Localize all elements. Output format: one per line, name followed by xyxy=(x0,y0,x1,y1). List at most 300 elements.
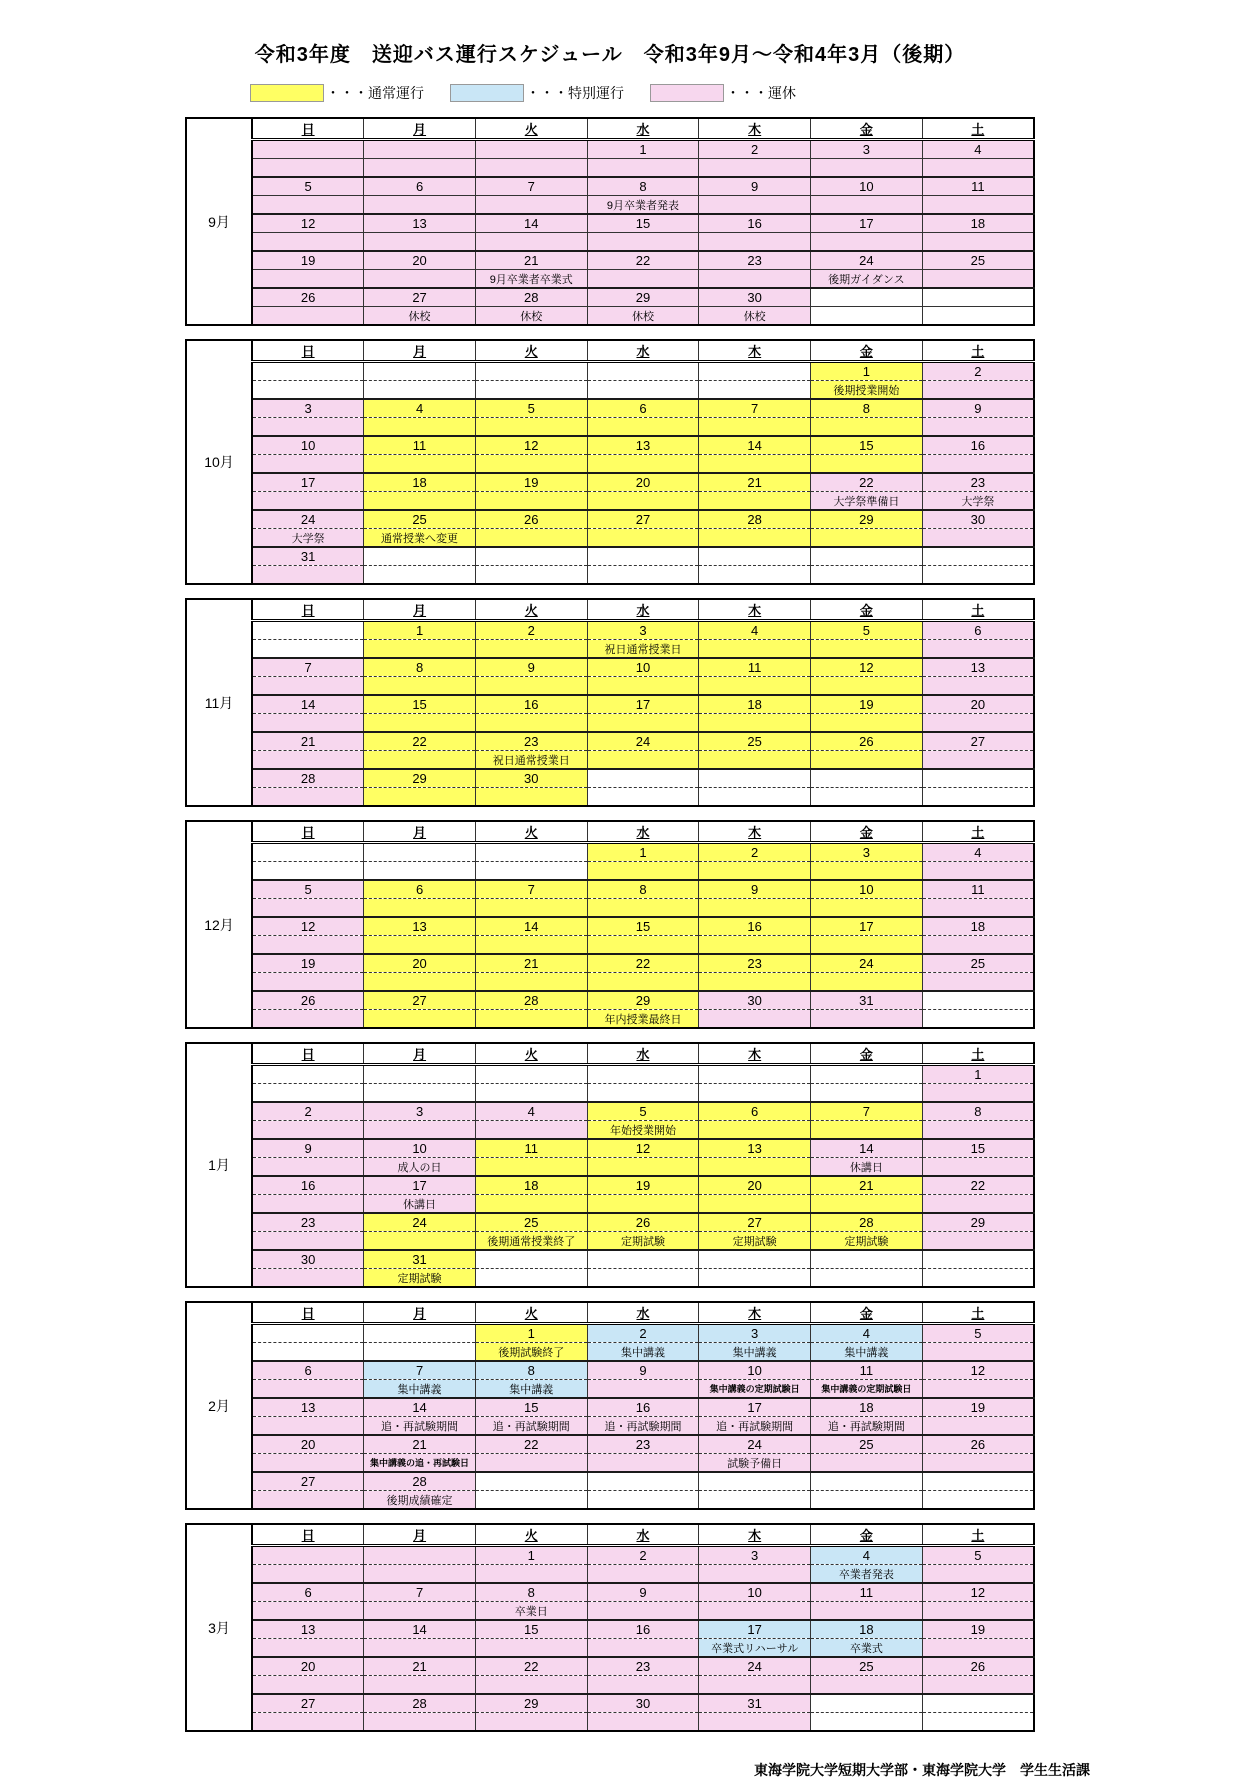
day-number-cell: 18 xyxy=(364,473,476,492)
day-note-cell xyxy=(811,307,923,326)
day-number-cell: 30 xyxy=(252,1250,364,1269)
calendar-months xyxy=(185,117,1035,1732)
day-note-cell xyxy=(252,1565,364,1584)
day-note-cell xyxy=(811,1084,923,1103)
day-number-cell: 10 xyxy=(699,1583,811,1602)
day-number-cell: 21 xyxy=(699,473,811,492)
day-number-cell: 8 xyxy=(811,399,923,418)
day-number-cell: 16 xyxy=(587,1620,699,1639)
day-number-cell: 4 xyxy=(811,1546,923,1565)
day-note-cell xyxy=(475,1269,587,1288)
day-number-cell: 23 xyxy=(587,1435,699,1454)
day-note-cell xyxy=(811,529,923,548)
day-number-cell: 7 xyxy=(811,1102,923,1121)
day-header: 金 xyxy=(811,1043,923,1065)
day-number-cell: 17 xyxy=(699,1620,811,1639)
day-number-cell: 10 xyxy=(811,177,923,196)
day-number-cell: 2 xyxy=(699,140,811,159)
day-note-cell xyxy=(475,159,587,178)
day-note-cell xyxy=(587,418,699,437)
day-note-cell xyxy=(252,1269,364,1288)
day-number-cell: 22 xyxy=(364,732,476,751)
day-note-cell xyxy=(252,751,364,770)
day-note-cell xyxy=(922,1343,1034,1362)
day-note-cell xyxy=(811,751,923,770)
day-number-cell: 13 xyxy=(364,917,476,936)
day-number-cell: 4 xyxy=(922,843,1034,862)
day-number-cell: 24 xyxy=(811,251,923,270)
day-number-cell: 5 xyxy=(922,1546,1034,1565)
day-note-cell: 定期試験 xyxy=(364,1269,476,1288)
day-number-cell: 2 xyxy=(587,1324,699,1343)
day-number-cell: 14 xyxy=(699,436,811,455)
legend-label-special: ・・・特別運行 xyxy=(526,85,624,101)
day-note-cell xyxy=(922,1010,1034,1029)
day-note-cell xyxy=(587,1454,699,1473)
legend-swatch-special xyxy=(450,84,524,102)
day-note-cell xyxy=(922,1195,1034,1214)
day-note-cell xyxy=(699,381,811,400)
month-label-january: 1月 xyxy=(186,1043,252,1287)
day-note-cell xyxy=(922,529,1034,548)
day-note-cell xyxy=(475,714,587,733)
day-header: 土 xyxy=(922,1302,1034,1324)
day-note-cell xyxy=(364,566,476,585)
day-number-cell xyxy=(252,1546,364,1565)
day-note-cell xyxy=(699,1121,811,1140)
day-note-cell xyxy=(922,196,1034,215)
month-label-november: 11月 xyxy=(186,599,252,806)
day-number-cell: 21 xyxy=(364,1435,476,1454)
day-number-cell: 27 xyxy=(587,510,699,529)
day-number-cell xyxy=(364,140,476,159)
day-header: 土 xyxy=(922,1524,1034,1546)
day-note-cell: 後期試験終了 xyxy=(475,1343,587,1362)
day-note-cell xyxy=(475,973,587,992)
day-number-cell: 24 xyxy=(364,1213,476,1232)
day-note-cell xyxy=(699,1010,811,1029)
day-note-cell xyxy=(699,677,811,696)
day-note-cell xyxy=(922,1417,1034,1436)
day-number-cell xyxy=(811,1065,923,1084)
day-number-cell: 31 xyxy=(364,1250,476,1269)
day-header: 水 xyxy=(587,1524,699,1546)
day-number-cell xyxy=(587,362,699,381)
day-note-cell xyxy=(811,1269,923,1288)
day-number-cell: 2 xyxy=(475,621,587,640)
day-note-cell xyxy=(587,1084,699,1103)
day-number-cell: 12 xyxy=(252,214,364,233)
day-note-cell: 試験予備日 xyxy=(699,1454,811,1473)
month-table-february xyxy=(185,1301,1035,1510)
day-number-cell xyxy=(811,288,923,307)
day-number-cell: 17 xyxy=(252,473,364,492)
day-note-cell xyxy=(922,1713,1034,1732)
month-table-september xyxy=(185,117,1035,326)
day-number-cell: 6 xyxy=(364,880,476,899)
day-number-cell: 27 xyxy=(364,991,476,1010)
day-note-cell xyxy=(475,455,587,474)
day-note-cell xyxy=(364,492,476,511)
day-note-cell: 9月卒業者卒業式 xyxy=(475,270,587,289)
day-note-cell xyxy=(811,159,923,178)
day-number-cell: 14 xyxy=(475,214,587,233)
day-number-cell: 8 xyxy=(922,1102,1034,1121)
month-label-march: 3月 xyxy=(186,1524,252,1731)
day-number-cell xyxy=(252,1324,364,1343)
day-number-cell: 11 xyxy=(922,177,1034,196)
day-number-cell: 19 xyxy=(922,1398,1034,1417)
month-table-january xyxy=(185,1042,1035,1288)
day-number-cell: 22 xyxy=(587,251,699,270)
day-header: 水 xyxy=(587,821,699,843)
day-number-cell: 16 xyxy=(922,436,1034,455)
day-number-cell: 18 xyxy=(475,1176,587,1195)
day-note-cell xyxy=(699,492,811,511)
day-note-cell xyxy=(475,677,587,696)
day-note-cell xyxy=(922,159,1034,178)
day-note-cell xyxy=(252,566,364,585)
day-note-cell: 休校 xyxy=(587,307,699,326)
day-note-cell xyxy=(475,936,587,955)
day-number-cell: 3 xyxy=(587,621,699,640)
day-note-cell: 後期通常授業終了 xyxy=(475,1232,587,1251)
day-note-cell xyxy=(922,1084,1034,1103)
day-number-cell: 20 xyxy=(252,1657,364,1676)
day-number-cell: 9 xyxy=(699,880,811,899)
day-number-cell: 13 xyxy=(252,1620,364,1639)
day-note-cell xyxy=(475,566,587,585)
day-note-cell xyxy=(922,1602,1034,1621)
day-header: 月 xyxy=(364,1302,476,1324)
day-number-cell: 22 xyxy=(811,473,923,492)
day-note-cell xyxy=(252,270,364,289)
day-number-cell: 28 xyxy=(364,1694,476,1713)
day-note-cell xyxy=(699,1602,811,1621)
day-note-cell xyxy=(922,1232,1034,1251)
day-number-cell: 25 xyxy=(699,732,811,751)
day-note-cell xyxy=(811,1195,923,1214)
day-note-cell: 卒業式 xyxy=(811,1639,923,1658)
day-note-cell xyxy=(922,270,1034,289)
day-note-cell xyxy=(364,677,476,696)
day-number-cell: 4 xyxy=(364,399,476,418)
day-number-cell: 12 xyxy=(922,1361,1034,1380)
day-note-cell xyxy=(364,159,476,178)
day-number-cell: 12 xyxy=(811,658,923,677)
day-number-cell: 20 xyxy=(364,954,476,973)
day-number-cell: 11 xyxy=(922,880,1034,899)
day-note-cell xyxy=(922,307,1034,326)
day-number-cell: 30 xyxy=(699,288,811,307)
day-header: 金 xyxy=(811,599,923,621)
day-note-cell xyxy=(364,1713,476,1732)
day-number-cell: 9 xyxy=(587,1583,699,1602)
day-header: 木 xyxy=(699,1302,811,1324)
day-note-cell xyxy=(475,1713,587,1732)
day-note-cell xyxy=(475,788,587,807)
day-note-cell xyxy=(587,1565,699,1584)
day-number-cell xyxy=(922,991,1034,1010)
day-note-cell: 後期授業開始 xyxy=(811,381,923,400)
day-number-cell: 19 xyxy=(252,251,364,270)
day-note-cell: 集中講義 xyxy=(364,1380,476,1399)
day-note-cell xyxy=(811,1121,923,1140)
day-number-cell: 12 xyxy=(587,1139,699,1158)
day-note-cell xyxy=(475,418,587,437)
day-number-cell: 29 xyxy=(364,769,476,788)
day-note-cell xyxy=(252,1454,364,1473)
month-label-october: 10月 xyxy=(186,340,252,584)
day-header: 火 xyxy=(475,1524,587,1546)
day-number-cell: 16 xyxy=(699,917,811,936)
day-number-cell: 19 xyxy=(252,954,364,973)
day-number-cell: 8 xyxy=(587,177,699,196)
day-number-cell: 17 xyxy=(811,917,923,936)
day-note-cell: 集中講義 xyxy=(811,1343,923,1362)
day-note-cell: 卒業日 xyxy=(475,1602,587,1621)
day-number-cell: 29 xyxy=(475,1694,587,1713)
day-number-cell xyxy=(587,769,699,788)
day-number-cell: 7 xyxy=(475,880,587,899)
day-number-cell: 11 xyxy=(364,436,476,455)
day-note-cell xyxy=(587,529,699,548)
day-number-cell: 3 xyxy=(364,1102,476,1121)
day-note-cell xyxy=(922,751,1034,770)
day-number-cell: 9 xyxy=(252,1139,364,1158)
day-number-cell: 19 xyxy=(922,1620,1034,1639)
day-note-cell xyxy=(587,751,699,770)
day-note-cell: 年内授業最終日 xyxy=(587,1010,699,1029)
footer-text: 東海学院大学短期大学部・東海学院大学 学生生活課 xyxy=(754,1762,1090,1778)
day-note-cell: 大学祭 xyxy=(252,529,364,548)
day-number-cell: 25 xyxy=(475,1213,587,1232)
day-number-cell xyxy=(364,362,476,381)
day-number-cell: 5 xyxy=(252,880,364,899)
day-number-cell xyxy=(699,1250,811,1269)
day-note-cell xyxy=(252,492,364,511)
day-number-cell: 12 xyxy=(252,917,364,936)
day-number-cell xyxy=(699,1065,811,1084)
day-note-cell: 集中講義 xyxy=(699,1343,811,1362)
day-note-cell xyxy=(475,1084,587,1103)
day-note-cell xyxy=(922,381,1034,400)
day-number-cell: 15 xyxy=(475,1620,587,1639)
day-note-cell xyxy=(699,1195,811,1214)
day-note-cell xyxy=(811,677,923,696)
day-number-cell: 4 xyxy=(699,621,811,640)
day-note-cell xyxy=(364,788,476,807)
day-number-cell: 17 xyxy=(364,1176,476,1195)
day-number-cell: 13 xyxy=(922,658,1034,677)
day-note-cell xyxy=(699,751,811,770)
day-number-cell: 29 xyxy=(922,1213,1034,1232)
day-note-cell xyxy=(252,1639,364,1658)
day-note-cell xyxy=(587,1639,699,1658)
day-number-cell: 16 xyxy=(252,1176,364,1195)
day-note-cell xyxy=(364,196,476,215)
day-note-cell xyxy=(922,455,1034,474)
day-note-cell xyxy=(475,492,587,511)
day-note-cell xyxy=(922,233,1034,252)
legend-item-special xyxy=(450,83,624,103)
day-note-cell xyxy=(364,1676,476,1695)
day-note-cell xyxy=(699,973,811,992)
day-number-cell xyxy=(811,769,923,788)
day-number-cell: 15 xyxy=(811,436,923,455)
day-number-cell: 14 xyxy=(811,1139,923,1158)
day-number-cell: 5 xyxy=(475,399,587,418)
day-note-cell xyxy=(364,1565,476,1584)
day-note-cell xyxy=(811,455,923,474)
day-number-cell: 6 xyxy=(587,399,699,418)
day-note-cell xyxy=(364,1084,476,1103)
day-number-cell xyxy=(922,547,1034,566)
day-number-cell: 22 xyxy=(922,1176,1034,1195)
day-note-cell xyxy=(364,936,476,955)
day-header: 木 xyxy=(699,599,811,621)
day-number-cell: 14 xyxy=(364,1398,476,1417)
day-number-cell xyxy=(811,1472,923,1491)
day-note-cell xyxy=(587,1195,699,1214)
day-number-cell: 22 xyxy=(475,1657,587,1676)
day-number-cell: 14 xyxy=(364,1620,476,1639)
day-number-cell: 7 xyxy=(364,1583,476,1602)
day-header: 火 xyxy=(475,599,587,621)
day-header: 木 xyxy=(699,1043,811,1065)
day-note-cell: 後期成績確定 xyxy=(364,1491,476,1510)
day-note-cell xyxy=(587,862,699,881)
day-number-cell: 10 xyxy=(587,658,699,677)
day-note-cell xyxy=(475,862,587,881)
legend-item-suspended xyxy=(650,83,796,103)
day-number-cell: 2 xyxy=(922,362,1034,381)
day-note-cell xyxy=(699,640,811,659)
day-number-cell: 26 xyxy=(922,1657,1034,1676)
day-number-cell: 1 xyxy=(922,1065,1034,1084)
day-note-cell xyxy=(811,1491,923,1510)
day-header: 金 xyxy=(811,1524,923,1546)
day-number-cell: 21 xyxy=(364,1657,476,1676)
day-number-cell: 6 xyxy=(364,177,476,196)
day-header: 月 xyxy=(364,340,476,362)
day-note-cell: 9月卒業者発表 xyxy=(587,196,699,215)
day-number-cell: 23 xyxy=(587,1657,699,1676)
day-number-cell xyxy=(364,1546,476,1565)
day-note-cell xyxy=(922,973,1034,992)
day-note-cell xyxy=(587,1713,699,1732)
day-number-cell: 27 xyxy=(364,288,476,307)
day-number-cell xyxy=(252,362,364,381)
day-note-cell xyxy=(475,1158,587,1177)
day-note-cell xyxy=(252,862,364,881)
day-header: 月 xyxy=(364,821,476,843)
day-note-cell: 集中講義の定期試験日 xyxy=(699,1380,811,1399)
day-number-cell: 1 xyxy=(587,140,699,159)
day-note-cell xyxy=(587,455,699,474)
day-number-cell: 15 xyxy=(475,1398,587,1417)
day-note-cell xyxy=(811,973,923,992)
day-note-cell: 休講日 xyxy=(811,1158,923,1177)
day-header: 金 xyxy=(811,118,923,140)
day-note-cell xyxy=(922,1565,1034,1584)
page-title: 令和3年度 送迎バス運行スケジュール 令和3年9月～令和4年3月（後期） xyxy=(254,44,966,66)
day-number-cell: 26 xyxy=(587,1213,699,1232)
day-number-cell: 6 xyxy=(252,1583,364,1602)
day-number-cell: 11 xyxy=(811,1361,923,1380)
day-note-cell xyxy=(364,862,476,881)
legend-swatch-normal xyxy=(250,84,324,102)
day-note-cell xyxy=(252,973,364,992)
day-header: 月 xyxy=(364,118,476,140)
day-header: 火 xyxy=(475,340,587,362)
day-note-cell xyxy=(364,973,476,992)
day-number-cell: 2 xyxy=(252,1102,364,1121)
day-note-cell xyxy=(364,1639,476,1658)
day-header: 木 xyxy=(699,821,811,843)
day-note-cell xyxy=(922,677,1034,696)
day-note-cell: 休校 xyxy=(364,307,476,326)
day-note-cell xyxy=(364,233,476,252)
day-note-cell xyxy=(587,1158,699,1177)
day-note-cell xyxy=(252,1380,364,1399)
day-header: 土 xyxy=(922,340,1034,362)
day-number-cell: 8 xyxy=(587,880,699,899)
day-header: 日 xyxy=(252,118,364,140)
day-note-cell xyxy=(252,788,364,807)
day-number-cell: 29 xyxy=(811,510,923,529)
day-note-cell xyxy=(587,899,699,918)
day-note-cell xyxy=(364,1010,476,1029)
day-number-cell: 21 xyxy=(811,1176,923,1195)
day-note-cell xyxy=(364,381,476,400)
day-number-cell: 3 xyxy=(811,140,923,159)
day-number-cell: 1 xyxy=(587,843,699,862)
day-header: 土 xyxy=(922,1043,1034,1065)
legend-label-suspended: ・・・運休 xyxy=(726,85,796,101)
day-header: 日 xyxy=(252,821,364,843)
day-number-cell: 20 xyxy=(252,1435,364,1454)
day-number-cell: 14 xyxy=(475,917,587,936)
day-number-cell: 23 xyxy=(475,732,587,751)
day-number-cell: 31 xyxy=(252,547,364,566)
day-number-cell xyxy=(475,843,587,862)
day-number-cell: 15 xyxy=(587,214,699,233)
day-header: 日 xyxy=(252,340,364,362)
day-number-cell: 6 xyxy=(922,621,1034,640)
day-number-cell: 13 xyxy=(699,1139,811,1158)
day-note-cell xyxy=(699,862,811,881)
day-number-cell: 3 xyxy=(811,843,923,862)
day-number-cell xyxy=(811,1694,923,1713)
day-note-cell xyxy=(699,899,811,918)
day-number-cell: 22 xyxy=(475,1435,587,1454)
day-number-cell: 7 xyxy=(252,658,364,677)
day-number-cell: 25 xyxy=(364,510,476,529)
day-note-cell xyxy=(364,1121,476,1140)
day-number-cell: 16 xyxy=(699,214,811,233)
day-note-cell xyxy=(922,1454,1034,1473)
day-number-cell xyxy=(922,1472,1034,1491)
day-note-cell: 定期試験 xyxy=(811,1232,923,1251)
day-note-cell xyxy=(922,640,1034,659)
day-number-cell: 26 xyxy=(252,288,364,307)
day-note-cell xyxy=(811,1602,923,1621)
day-note-cell xyxy=(811,418,923,437)
day-note-cell xyxy=(364,455,476,474)
day-number-cell: 31 xyxy=(699,1694,811,1713)
day-number-cell: 28 xyxy=(699,510,811,529)
